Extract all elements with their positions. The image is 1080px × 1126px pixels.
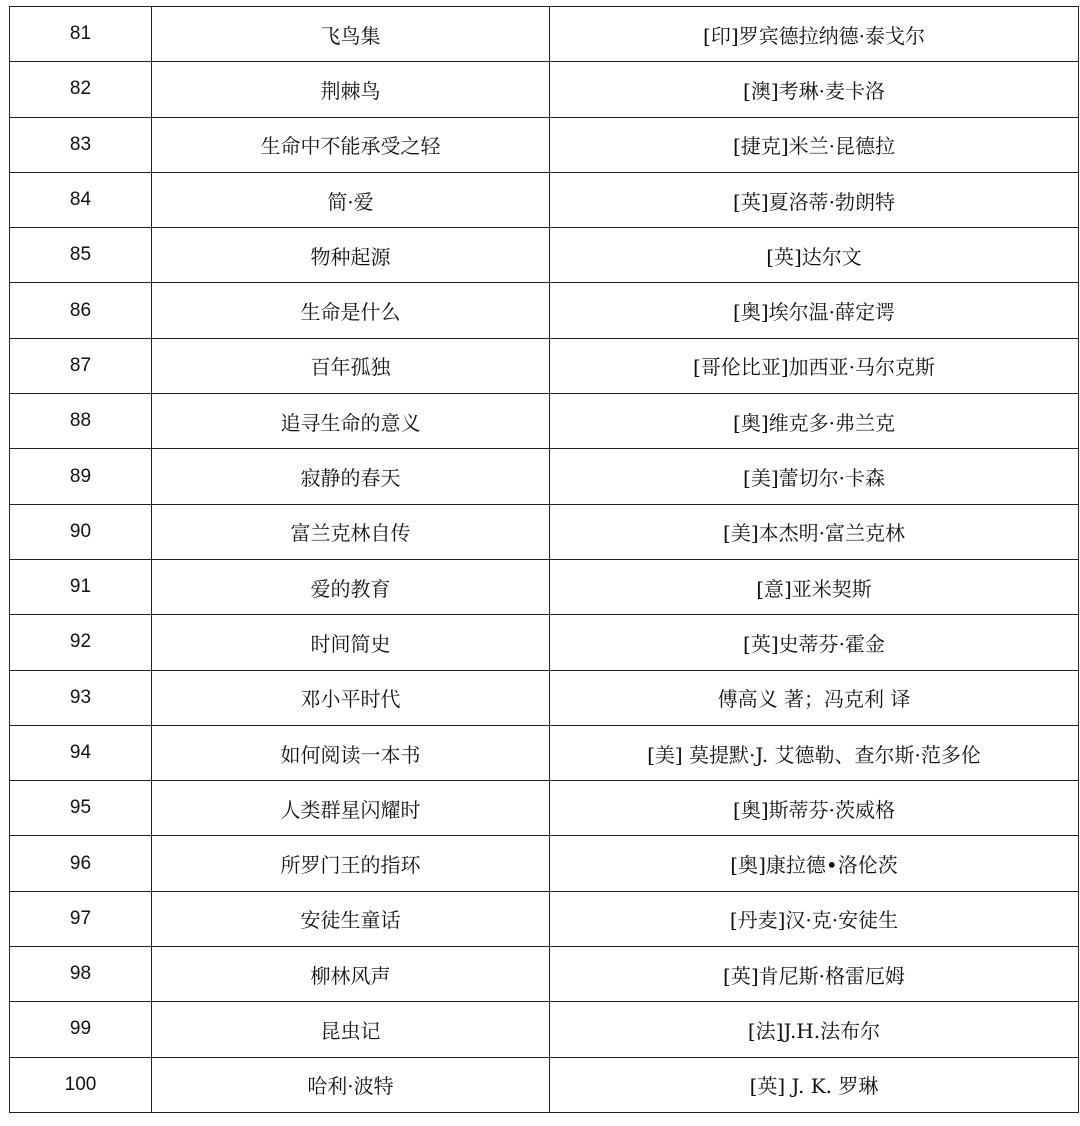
book-author: [英]史蒂芬·霍金 <box>550 615 1079 670</box>
book-author: 傅高义 著；冯克利 译 <box>550 670 1079 725</box>
book-list-body <box>10 7 1079 1113</box>
book-author: [奥]斯蒂芬·茨威格 <box>550 781 1079 836</box>
book-author: [法]J.H.法布尔 <box>550 1002 1079 1057</box>
row-number: 88 <box>10 394 152 449</box>
book-title: 如何阅读一本书 <box>152 725 550 780</box>
book-author: [奥]维克多·弗兰克 <box>550 394 1079 449</box>
table-row <box>10 615 1079 670</box>
table-row <box>10 394 1079 449</box>
table-row <box>10 283 1079 338</box>
book-author: [哥伦比亚]加西亚·马尔克斯 <box>550 338 1079 393</box>
book-author: [丹麦]汉·克·安徒生 <box>550 891 1079 946</box>
row-number: 90 <box>10 504 152 559</box>
book-author: [印]罗宾德拉纳德·泰戈尔 <box>550 7 1079 62</box>
book-author: [美]本杰明·富兰克林 <box>550 504 1079 559</box>
row-number: 86 <box>10 283 152 338</box>
book-title: 安徒生童话 <box>152 891 550 946</box>
row-number: 98 <box>10 947 152 1002</box>
table-row <box>10 670 1079 725</box>
book-author: [英] J. K. 罗琳 <box>550 1057 1079 1112</box>
book-title: 百年孤独 <box>152 338 550 393</box>
table-row <box>10 338 1079 393</box>
row-number: 84 <box>10 172 152 227</box>
book-author: [英]肯尼斯·格雷厄姆 <box>550 947 1079 1002</box>
table-row <box>10 172 1079 227</box>
book-author: [捷克]米兰·昆德拉 <box>550 117 1079 172</box>
table-row <box>10 504 1079 559</box>
row-number: 96 <box>10 836 152 891</box>
row-number: 100 <box>10 1057 152 1112</box>
row-number: 95 <box>10 781 152 836</box>
row-number: 91 <box>10 559 152 614</box>
book-title: 昆虫记 <box>152 1002 550 1057</box>
book-title: 简·爱 <box>152 172 550 227</box>
row-number: 94 <box>10 725 152 780</box>
row-number: 97 <box>10 891 152 946</box>
table-row <box>10 228 1079 283</box>
row-number: 93 <box>10 670 152 725</box>
book-author: [英]达尔文 <box>550 228 1079 283</box>
book-title: 生命中不能承受之轻 <box>152 117 550 172</box>
book-title: 柳林风声 <box>152 947 550 1002</box>
book-title: 人类群星闪耀时 <box>152 781 550 836</box>
book-title: 寂静的春天 <box>152 449 550 504</box>
row-number: 85 <box>10 228 152 283</box>
table-row <box>10 62 1079 117</box>
row-number: 81 <box>10 7 152 62</box>
table-row <box>10 559 1079 614</box>
book-title: 物种起源 <box>152 228 550 283</box>
book-title: 飞鸟集 <box>152 7 550 62</box>
table-row <box>10 781 1079 836</box>
book-title: 荆棘鸟 <box>152 62 550 117</box>
table-row <box>10 7 1079 62</box>
book-author: [美] 莫提默·J. 艾德勒、查尔斯·范多伦 <box>550 725 1079 780</box>
table-row <box>10 1057 1079 1112</box>
book-title: 所罗门王的指环 <box>152 836 550 891</box>
book-author: [英]夏洛蒂·勃朗特 <box>550 172 1079 227</box>
book-title: 时间简史 <box>152 615 550 670</box>
book-author: [意]亚米契斯 <box>550 559 1079 614</box>
table-row <box>10 449 1079 504</box>
book-title: 邓小平时代 <box>152 670 550 725</box>
table-row <box>10 891 1079 946</box>
row-number: 92 <box>10 615 152 670</box>
row-number: 82 <box>10 62 152 117</box>
book-title: 生命是什么 <box>152 283 550 338</box>
book-title: 富兰克林自传 <box>152 504 550 559</box>
book-title: 追寻生命的意义 <box>152 394 550 449</box>
table-row <box>10 947 1079 1002</box>
book-title: 爱的教育 <box>152 559 550 614</box>
book-title: 哈利·波特 <box>152 1057 550 1112</box>
table-row <box>10 1002 1079 1057</box>
book-author: [奥]埃尔温·薛定谔 <box>550 283 1079 338</box>
row-number: 99 <box>10 1002 152 1057</box>
row-number: 83 <box>10 117 152 172</box>
table-row <box>10 117 1079 172</box>
row-number: 87 <box>10 338 152 393</box>
book-list-table <box>9 6 1079 1113</box>
row-number: 89 <box>10 449 152 504</box>
table-row <box>10 725 1079 780</box>
table-row <box>10 836 1079 891</box>
book-author: [澳]考琳·麦卡洛 <box>550 62 1079 117</box>
book-author: [美]蕾切尔·卡森 <box>550 449 1079 504</box>
book-author: [奥]康拉德•洛伦茨 <box>550 836 1079 891</box>
book-list-table-container <box>9 6 1078 1113</box>
